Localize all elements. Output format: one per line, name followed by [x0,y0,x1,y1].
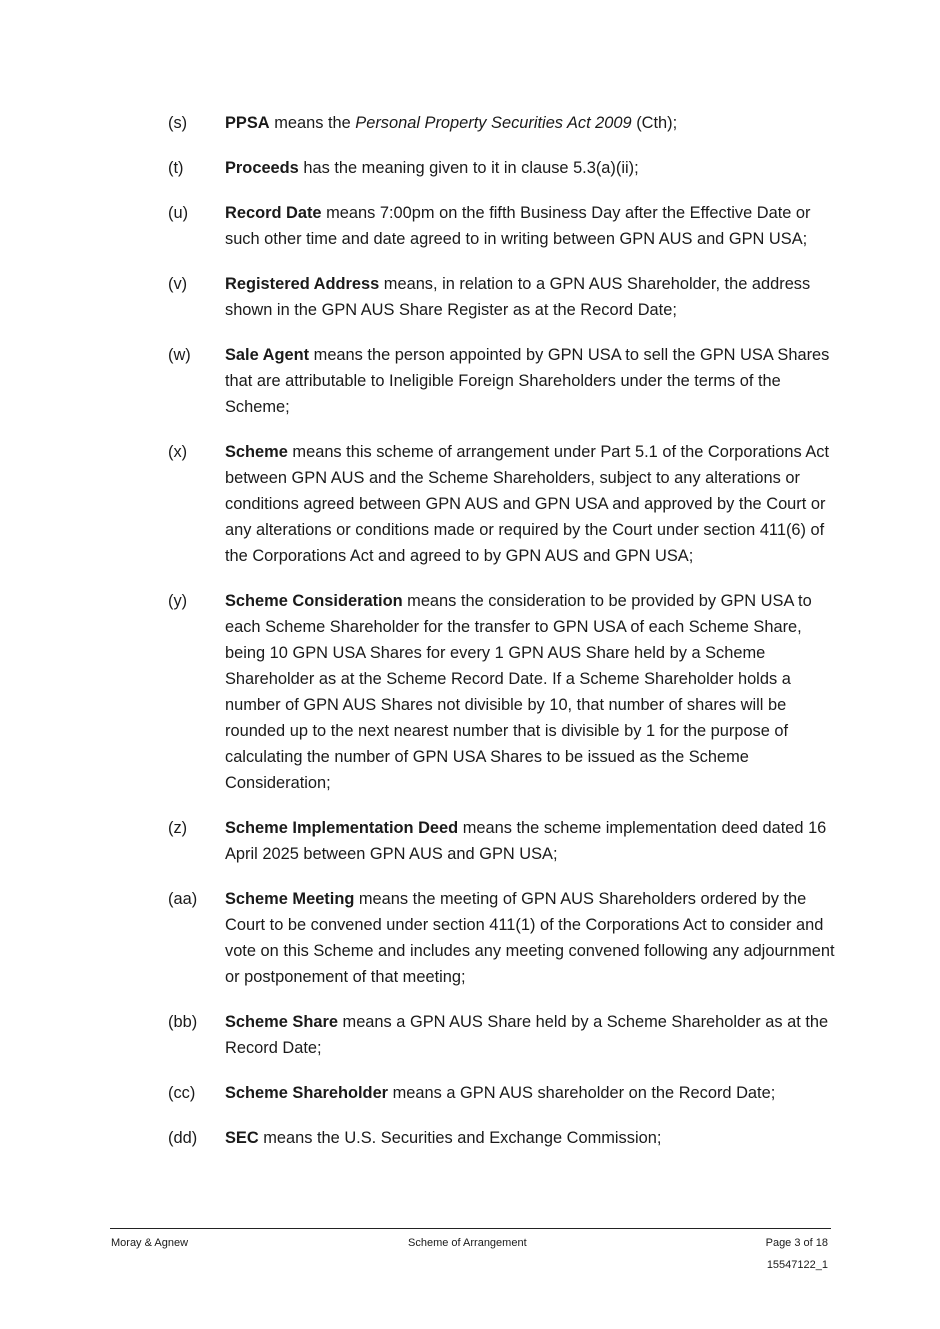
definition-text: means a GPN AUS Share held by a Scheme Shareholder as at the Record Date; [225,1013,829,1057]
definition-body [225,886,835,990]
definition-term: SEC [225,1129,259,1147]
definition-text: means 7:00pm on the fifth Business Day after the Effective Date or such other time and date agreed to in writing between GPN AUS and GPN USA; [225,204,811,248]
definition-text: means the [269,114,356,132]
definition-body [225,200,835,252]
definition-number: (z) [168,819,188,837]
definition-item [168,815,838,867]
definition-body [225,439,835,569]
definition-number: (t) [168,159,184,177]
definition-item [168,110,838,136]
definition-body [225,342,835,420]
definition-term: Scheme Consideration [225,592,403,610]
definition-item [168,1009,838,1061]
definition-body [225,1125,835,1151]
definition-number: (v) [168,275,188,293]
definition-text: means the meeting of GPN AUS Shareholders ordered by the Court to be convened under section 411(1) of the Corporations Act to consider and vote on this Scheme and includes any meeting convened following any adjournment or postponement of that meeting; [225,890,835,986]
footer-divider [110,1228,831,1229]
definition-body [225,110,835,136]
footer-page-number: Page 3 of 18 [765,1237,828,1249]
definition-number: (y) [168,592,188,610]
definition-body [225,815,835,867]
definition-item [168,439,838,569]
definition-term: Record Date [225,204,322,222]
definition-text: means this scheme of arrangement under Part 5.1 of the Corporations Act between GPN AUS and the Scheme Shareholders, subject to any alterations or conditions agreed between GPN AUS and GPN USA and approved by the Court or any alterations or conditions made or required by the Court under section 411(6) of the Corporations Act and agreed to by GPN AUS and GPN USA; [225,443,830,565]
definition-body [225,588,835,796]
definition-text: means the consideration to be provided by GPN USA to each Scheme Shareholder for the transfer to GPN USA of each Scheme Share, being 10 GPN USA Shares for every 1 GPN AUS Share held by a Scheme Shareholder as at the Scheme Record Date. If a Scheme Shareholder holds a number of GPN AUS Shares not divisible by 10, that number of shares will be rounded up to the next nearest number that is divisible by 1 for the purpose of calculating the number of GPN USA Shares to be issued as the Scheme Consideration; [225,592,812,792]
footer-document-reference: 15547122_1 [766,1259,828,1271]
definition-term: Registered Address [225,275,380,293]
footer-firm-name: Moray & Agnew [111,1237,189,1249]
definition-number: (w) [168,346,191,364]
definition-text: has the meaning given to it in clause 5.3(a)(ii); [298,159,639,177]
definition-term: Scheme [225,443,288,461]
definition-number: (aa) [168,890,198,908]
definition-item [168,1080,838,1106]
definition-term: Scheme Shareholder [225,1084,389,1102]
definition-text: (Cth); [631,114,678,132]
definition-number: (bb) [168,1013,198,1031]
definition-text: means a GPN AUS shareholder on the Record Date; [388,1084,776,1102]
definition-number: (dd) [168,1129,198,1147]
definition-item [168,155,838,181]
definition-term: Scheme Share [225,1013,338,1031]
definition-text: means the scheme implementation deed dated 16 April 2025 between GPN AUS and GPN USA; [225,819,827,863]
definition-term: Proceeds [225,159,299,177]
definition-item [168,342,838,420]
definition-number: (x) [168,443,188,461]
definition-text: means the person appointed by GPN USA to sell the GPN USA Shares that are attributable to Ineligible Foreign Shareholders under the terms of the Scheme; [225,346,830,416]
definition-italic-text: Personal Property Securities Act 2009 [355,114,632,132]
definition-item [168,200,838,252]
definition-term: Sale Agent [225,346,310,364]
definition-number: (u) [168,204,189,222]
definition-term: PPSA [225,114,270,132]
footer-document-title: Scheme of Arrangement [408,1237,527,1249]
definition-body [225,1080,835,1106]
definition-item [168,1125,838,1151]
definition-text: means the U.S. Securities and Exchange Commission; [258,1129,662,1147]
definition-term: Scheme Meeting [225,890,355,908]
definition-number: (s) [168,114,188,132]
definition-term: Scheme Implementation Deed [225,819,459,837]
definition-body [225,271,835,323]
definition-body [225,155,835,181]
definitions-list [168,110,838,1170]
definition-body [225,1009,835,1061]
definition-text: means, in relation to a GPN AUS Shareholder, the address shown in the GPN AUS Share Register as at the Record Date; [225,275,811,319]
definition-number: (cc) [168,1084,196,1102]
definition-item [168,271,838,323]
definition-item [168,588,838,796]
definition-item [168,886,838,990]
